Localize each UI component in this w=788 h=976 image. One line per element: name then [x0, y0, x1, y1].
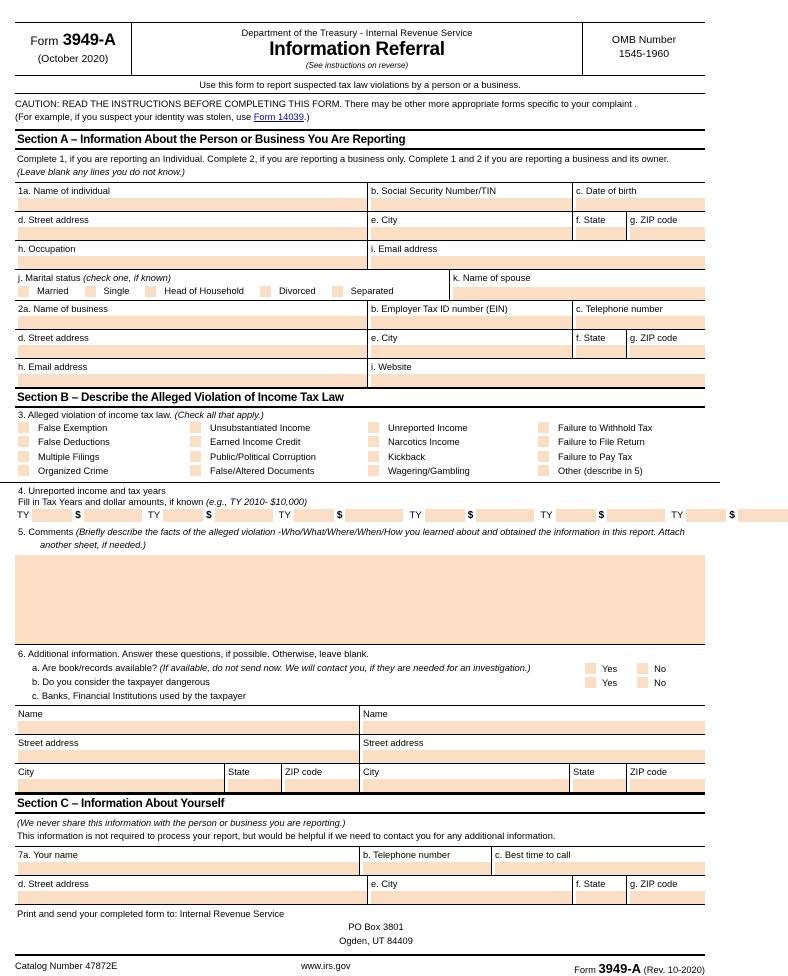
- field-your-phone: [360, 847, 492, 875]
- field-business-ein: [368, 301, 573, 329]
- input-your-street[interactable]: [18, 891, 367, 904]
- input-amount-3[interactable]: [345, 509, 403, 522]
- field-your-name: [15, 847, 360, 875]
- irs-website[interactable]: www.irs.gov: [300, 961, 351, 972]
- field-best-time-to-call: [492, 847, 705, 875]
- field-business-street: [15, 330, 368, 358]
- checkbox-6a-yes[interactable]: [585, 663, 596, 674]
- checkbox-unsubstantiated-income[interactable]: [190, 422, 201, 433]
- label-failure-to-file-return: Failure to File Return: [558, 437, 645, 448]
- ty-label: TY: [540, 509, 553, 521]
- question-4-hint-pre: Fill in Tax Years and dollar amounts, if known: [18, 496, 206, 507]
- field-your-state: [573, 876, 627, 904]
- field-bank1-state: [225, 764, 282, 792]
- label-individual-ssn: b. Social Security Number/TIN: [371, 185, 497, 196]
- input-individual-state[interactable]: [576, 227, 626, 240]
- input-business-ein[interactable]: [371, 316, 572, 329]
- tax-year-group: [671, 509, 788, 522]
- row-business-email: [15, 359, 705, 387]
- checkbox-false-deductions[interactable]: [18, 436, 29, 447]
- question-3-label: [15, 408, 705, 421]
- checkbox-single[interactable]: [85, 286, 96, 297]
- row-your-address: [15, 876, 705, 905]
- field-bank1-zip: [282, 764, 360, 792]
- input-your-zip[interactable]: [630, 891, 705, 904]
- field-your-street: [15, 876, 368, 904]
- form-number: 3949-A: [62, 31, 116, 49]
- input-individual-street[interactable]: [18, 227, 367, 240]
- checkbox-failure-to-pay-tax[interactable]: [538, 451, 549, 462]
- label-other: Other (describe in 5): [558, 466, 643, 477]
- label-bank1-city: City: [18, 766, 35, 777]
- field-your-city: [368, 876, 573, 904]
- label-separated: Separated: [350, 286, 394, 297]
- section-c-note-line1: (We never share this information with the person or business you are reporting.): [17, 817, 346, 828]
- violation-item: [538, 464, 652, 479]
- label-bank2-street: Street address: [363, 737, 424, 748]
- checkbox-failure-to-withhold-tax[interactable]: [538, 422, 549, 433]
- violation-item: [190, 421, 368, 436]
- field-business-state: [573, 330, 627, 358]
- question-5-label: [15, 524, 705, 555]
- label-organized-crime: Organized Crime: [38, 466, 109, 477]
- field-individual-email: [368, 241, 705, 269]
- section-b-header: Section B – Describe the Alleged Violation of Income Tax Law: [15, 387, 705, 408]
- input-bank1-zip[interactable]: [285, 779, 359, 792]
- label-your-zip: g. ZIP code: [630, 878, 678, 889]
- label-individual-occupation: h. Occupation: [18, 243, 76, 254]
- marital-hint-text: (check one, if known): [83, 272, 171, 283]
- field-spouse-name: [450, 270, 705, 300]
- section-a-note-line1: Complete 1, if you are reporting an Individual. Complete 2, if you are reporting a business only. Complete 1 and 2 if you are reporting a business and its owner.: [17, 153, 670, 164]
- dollar-label: $: [206, 509, 212, 521]
- violation-item: [538, 450, 652, 465]
- mailing-instructions: [15, 905, 705, 950]
- label-6a-yes: Yes: [602, 663, 618, 674]
- label-unsubstantiated-income: Unsubstantiated Income: [210, 422, 311, 433]
- ty-label: TY: [278, 509, 291, 521]
- omb-box: [583, 23, 705, 75]
- checkbox-head-of-household[interactable]: [145, 286, 156, 297]
- input-business-street[interactable]: [18, 345, 367, 358]
- caution-line-2-post: .): [303, 112, 310, 123]
- input-business-name[interactable]: [18, 316, 367, 329]
- input-individual-zip[interactable]: [630, 227, 705, 240]
- footer-form-number: 3949-A: [598, 961, 642, 976]
- question-4-line-2: [15, 497, 705, 508]
- label-best-time-to-call: c. Best time to call: [495, 849, 571, 860]
- label-bank1-state: State: [228, 766, 250, 777]
- section-c-note: [15, 814, 705, 847]
- label-narcotics-income: Narcotics Income: [388, 437, 460, 448]
- question-4-hint-example: (e.g., TY 2010- $10,000): [205, 496, 308, 507]
- marital-options: [18, 286, 449, 297]
- input-bank1-street[interactable]: [18, 750, 359, 763]
- field-business-city: [368, 330, 573, 358]
- ty-label: TY: [409, 509, 422, 521]
- violation-checkbox-grid: [15, 421, 705, 482]
- use-form-instruction: Use this form to report suspected tax law violations by a person or a business.: [15, 76, 705, 94]
- field-bank2-state: [570, 764, 627, 792]
- label-marital-status: [18, 272, 449, 284]
- input-amount-5[interactable]: [607, 509, 665, 522]
- field-individual-ssn: [368, 183, 573, 211]
- label-bank2-name: Name: [363, 708, 388, 719]
- label-individual-city: e. City: [371, 214, 398, 225]
- dollar-label: $: [467, 509, 474, 521]
- yes-no-group-6a: [585, 662, 705, 676]
- violation-item: [538, 435, 652, 450]
- dollar-label: $: [75, 509, 81, 521]
- footer-bar: [15, 954, 705, 976]
- checkbox-organized-crime[interactable]: [18, 465, 29, 476]
- field-bank2-city: [360, 764, 570, 792]
- input-bank1-city[interactable]: [18, 779, 224, 792]
- section-c-header: Section C – Information About Yourself: [15, 793, 705, 814]
- input-tax-year-5[interactable]: [556, 509, 596, 522]
- tax-year-group: [279, 509, 410, 522]
- input-business-city[interactable]: [371, 345, 572, 358]
- checkbox-false-exemption[interactable]: [18, 422, 29, 433]
- caution-line-1: CAUTION: READ THE INSTRUCTIONS BEFORE COMPLETING THIS FORM. There may be other more appropriate forms specific to your complaint .: [15, 99, 638, 109]
- label-your-street: d. Street address: [18, 878, 89, 889]
- violation-column-3: [368, 421, 538, 479]
- checkbox-wagering-gambling[interactable]: [368, 465, 379, 476]
- section-a-note: [15, 150, 705, 183]
- label-individual-street: d. Street address: [18, 214, 89, 225]
- input-bank2-state[interactable]: [573, 779, 626, 792]
- checkbox-public-political-corruption[interactable]: [190, 451, 201, 462]
- label-unreported-income: Unreported Income: [388, 422, 468, 433]
- label-individual-state: f. State: [576, 214, 606, 225]
- form-number-line: [19, 31, 127, 50]
- field-bank2-zip: [627, 764, 705, 792]
- yes-no-group-6b: [585, 676, 705, 690]
- question-3-hint: (Check all that apply.): [174, 409, 264, 420]
- input-business-state[interactable]: [576, 345, 626, 358]
- label-6b-yes: Yes: [602, 677, 618, 688]
- label-failure-to-withhold-tax: Failure to Withhold Tax: [558, 422, 653, 433]
- ty-label: TY: [147, 509, 161, 521]
- footer-form-label: Form: [574, 965, 596, 976]
- ty-label: TY: [671, 509, 684, 521]
- input-best-time-to-call[interactable]: [495, 862, 705, 875]
- field-bank1-street: [15, 735, 360, 763]
- mail-line-1: Print and send your completed form to: Internal Revenue Service: [17, 908, 285, 919]
- field-individual-dob: [573, 183, 705, 211]
- row-bank-street: [15, 735, 705, 764]
- input-bank2-street[interactable]: [363, 750, 705, 763]
- caution-line-2-pre: (For example, if you suspect your identity was stolen, use: [15, 112, 254, 123]
- row-business-name: [15, 301, 705, 330]
- field-individual-city: [368, 212, 573, 240]
- input-amount-2[interactable]: [215, 509, 273, 522]
- dollar-label: $: [336, 509, 343, 521]
- input-bank1-name[interactable]: [18, 721, 359, 734]
- checkbox-narcotics-income[interactable]: [368, 436, 379, 447]
- question-6a-text: a. Are book/records available?: [32, 662, 160, 673]
- label-business-phone: c. Telephone number: [576, 303, 663, 314]
- question-4-line-1: 4. Unreported income and tax years: [18, 485, 166, 496]
- input-business-email[interactable]: [18, 374, 367, 387]
- label-false-altered-documents: False/Altered Documents: [210, 466, 315, 477]
- form-page: [0, 22, 735, 976]
- omb-label: OMB Number: [611, 34, 677, 46]
- input-business-phone[interactable]: [576, 316, 705, 329]
- violation-item: [368, 421, 538, 436]
- violation-item: [18, 464, 190, 479]
- label-public-political-corruption: Public/Political Corruption: [210, 451, 316, 462]
- checkbox-6b-no[interactable]: [637, 677, 648, 688]
- form-label: Form: [30, 34, 59, 48]
- row-individual-occupation: [15, 241, 705, 270]
- input-bank2-name[interactable]: [363, 721, 705, 734]
- footer-form-revision: (Rev. 10-2020): [643, 965, 705, 976]
- checkbox-6a-no[interactable]: [637, 663, 648, 674]
- field-individual-name: [15, 183, 368, 211]
- checkbox-separated[interactable]: [332, 286, 343, 297]
- label-your-city: e. City: [371, 878, 398, 889]
- label-bank2-city: City: [363, 766, 380, 777]
- question-6a-row: [18, 661, 705, 675]
- question-6a-hint: (If available, do not send now. We will contact you, if they are needed for an investigation.): [159, 662, 531, 673]
- form-14039-link[interactable]: Form 14039: [253, 112, 304, 123]
- violation-item: [538, 421, 652, 436]
- label-married: Married: [37, 286, 69, 297]
- violation-column-4: [538, 421, 652, 479]
- label-business-name: 2a. Name of business: [18, 303, 108, 314]
- section-a-header: Section A – Information About the Person or Business You Are Reporting: [15, 129, 705, 150]
- label-divorced: Divorced: [278, 286, 316, 297]
- dollar-label: $: [598, 509, 605, 521]
- label-your-state: f. State: [576, 878, 606, 889]
- label-your-name: 7a. Your name: [18, 849, 78, 860]
- question-5-text: 5. Comments: [18, 526, 76, 537]
- question-3-text: 3. Alleged violation of income tax law.: [18, 409, 173, 420]
- field-business-zip: [627, 330, 705, 358]
- checkbox-earned-income-credit[interactable]: [190, 436, 201, 447]
- label-multiple-filings: Multiple Filings: [38, 451, 100, 462]
- violation-item: [368, 435, 538, 450]
- label-business-ein: b. Employer Tax ID number (EIN): [371, 303, 508, 314]
- caution-line-2: [15, 111, 705, 124]
- field-business-phone: [573, 301, 705, 329]
- ty-label: TY: [17, 509, 30, 521]
- question-6b-row: [18, 675, 705, 689]
- department-line: Department of the Treasury - Internal Revenue Service: [241, 28, 473, 38]
- label-spouse-name: k. Name of spouse: [453, 272, 531, 283]
- label-bank1-name: Name: [18, 708, 43, 719]
- field-business-name: [15, 301, 368, 329]
- input-amount-1[interactable]: [84, 509, 142, 522]
- field-bank1-name: [15, 706, 360, 734]
- row-bank-city: [15, 764, 705, 793]
- input-individual-city[interactable]: [371, 227, 572, 240]
- violation-item: [368, 450, 538, 465]
- field-individual-state: [573, 212, 627, 240]
- question-5-hint-2: another sheet, if needed.): [40, 540, 146, 551]
- label-business-website: i. Website: [371, 361, 412, 372]
- label-individual-name: 1a. Name of individual: [18, 185, 110, 196]
- input-individual-ssn[interactable]: [371, 198, 572, 211]
- input-tax-year-6[interactable]: [686, 509, 726, 522]
- input-individual-email[interactable]: [371, 256, 705, 269]
- form-title-box: [132, 23, 583, 75]
- caution-text: [15, 94, 705, 129]
- checkbox-multiple-filings[interactable]: [18, 451, 29, 462]
- label-bank1-street: Street address: [18, 737, 79, 748]
- label-individual-dob: c. Date of birth: [576, 185, 637, 196]
- field-individual-street: [15, 212, 368, 240]
- violation-item: [368, 464, 538, 479]
- row-your-name: [15, 847, 705, 876]
- row-individual-name: [15, 183, 705, 212]
- input-your-state[interactable]: [576, 891, 626, 904]
- label-bank1-zip: ZIP code: [285, 766, 323, 777]
- tax-year-group: [148, 509, 279, 522]
- checkbox-failure-to-file-return[interactable]: [538, 436, 549, 447]
- label-individual-email: i. Email address: [371, 243, 438, 254]
- label-your-phone: b. Telephone number: [363, 849, 451, 860]
- violation-column-1: [18, 421, 190, 479]
- violation-item: [18, 450, 190, 465]
- page-title: Information Referral: [269, 39, 445, 60]
- violation-item: [190, 435, 368, 450]
- label-earned-income-credit: Earned Income Credit: [210, 437, 301, 448]
- form-revision-date: (October 2020): [37, 53, 109, 65]
- omb-number: 1545-1960: [618, 48, 670, 61]
- form-identity-box: [15, 23, 132, 75]
- violation-item: [190, 464, 368, 479]
- label-6b-no: No: [654, 677, 667, 688]
- input-spouse-name[interactable]: [453, 287, 705, 300]
- checkbox-false-altered-documents[interactable]: [190, 465, 201, 476]
- checkbox-other[interactable]: [538, 465, 549, 476]
- violation-item: [190, 450, 368, 465]
- checkbox-kickback[interactable]: [368, 451, 379, 462]
- field-your-zip: [627, 876, 705, 904]
- violation-item: [18, 421, 190, 436]
- checkbox-unreported-income[interactable]: [368, 422, 379, 433]
- input-your-phone[interactable]: [363, 862, 491, 875]
- comments-textarea[interactable]: [15, 555, 705, 645]
- label-business-street: d. Street address: [18, 332, 89, 343]
- input-bank2-zip[interactable]: [630, 779, 705, 792]
- input-tax-year-2[interactable]: [163, 509, 203, 522]
- input-business-zip[interactable]: [630, 345, 705, 358]
- label-failure-to-pay-tax: Failure to Pay Tax: [558, 451, 633, 462]
- field-business-email: [15, 359, 368, 387]
- input-bank2-city[interactable]: [363, 779, 569, 792]
- field-business-website: [368, 359, 705, 387]
- form-header: [15, 22, 705, 76]
- title-subtitle: (See instructions on reverse): [305, 61, 409, 70]
- input-individual-dob[interactable]: [576, 198, 705, 211]
- checkbox-divorced[interactable]: [260, 286, 271, 297]
- input-tax-year-4[interactable]: [425, 509, 465, 522]
- dollar-label: $: [729, 509, 735, 521]
- question-6-head: 6. Additional information. Answer these questions, if possible. Otherwise, leave blank.: [18, 648, 369, 659]
- tax-year-group: [17, 509, 148, 522]
- question-6-block: [15, 645, 705, 703]
- tax-year-group: [409, 509, 540, 522]
- input-amount-4[interactable]: [476, 509, 534, 522]
- label-individual-zip: g. ZIP code: [630, 214, 678, 225]
- row-business-address: [15, 330, 705, 359]
- field-individual-zip: [627, 212, 705, 240]
- checkbox-married[interactable]: [18, 286, 29, 297]
- field-individual-occupation: [15, 241, 368, 269]
- question-6c-row: c. Banks, Financial Institutions used by the taxpayer: [32, 690, 246, 701]
- label-wagering-gambling: Wagering/Gambling: [388, 466, 470, 477]
- label-kickback: Kickback: [388, 451, 426, 462]
- question-5-hint-1: (Briefly describe the facts of the alleged violation -Who/What/Where/When/How you learned about and obtained the information in this report. Attach: [75, 526, 685, 537]
- field-bank2-street: [360, 735, 705, 763]
- row-individual-address: [15, 212, 705, 241]
- row-marital-status: [15, 270, 705, 301]
- input-individual-name[interactable]: [18, 198, 367, 211]
- field-marital-status: [15, 270, 450, 300]
- footer-form-id: [574, 961, 705, 976]
- tax-year-row: [15, 508, 735, 524]
- tax-year-group: [540, 509, 671, 522]
- checkbox-6b-yes[interactable]: [585, 677, 596, 688]
- mail-line-3: Ogden, UT 84409: [339, 935, 413, 946]
- catalog-number: Catalog Number 47872E: [15, 961, 118, 972]
- input-tax-year-3[interactable]: [294, 509, 334, 522]
- label-business-email: h. Email address: [18, 361, 88, 372]
- label-bank2-zip: ZIP code: [630, 766, 668, 777]
- question-6b-text: b. Do you consider the taxpayer dangerous: [32, 676, 210, 687]
- section-c-note-line2: This information is not required to process your report, but would be helpful if we need to contact you for any additional information.: [17, 830, 556, 841]
- input-your-name[interactable]: [18, 862, 359, 875]
- label-head-of-household: Head of Household: [164, 286, 244, 297]
- input-your-city[interactable]: [371, 891, 572, 904]
- input-business-website[interactable]: [371, 374, 705, 387]
- input-amount-6[interactable]: [738, 509, 788, 522]
- section-a-note-line2: (Leave blank any lines you do not know.): [17, 166, 185, 177]
- input-bank1-state[interactable]: [228, 779, 281, 792]
- label-bank2-state: State: [573, 766, 595, 777]
- row-bank-name: [15, 705, 705, 735]
- label-business-city: e. City: [371, 332, 398, 343]
- label-false-exemption: False Exemption: [38, 422, 108, 433]
- field-bank2-name: [360, 706, 705, 734]
- mail-line-2: PO Box 3801: [348, 922, 404, 933]
- input-tax-year-1[interactable]: [32, 509, 72, 522]
- violation-column-2: [190, 421, 368, 479]
- label-single: Single: [103, 286, 130, 297]
- marital-label-text: j. Marital status: [18, 272, 81, 283]
- input-individual-occupation[interactable]: [18, 256, 367, 269]
- label-false-deductions: False Deductions: [38, 437, 110, 448]
- violation-item: [18, 435, 190, 450]
- label-6a-no: No: [654, 663, 667, 674]
- label-business-zip: g. ZIP code: [630, 332, 678, 343]
- label-business-state: f. State: [576, 332, 606, 343]
- field-bank1-city: [15, 764, 225, 792]
